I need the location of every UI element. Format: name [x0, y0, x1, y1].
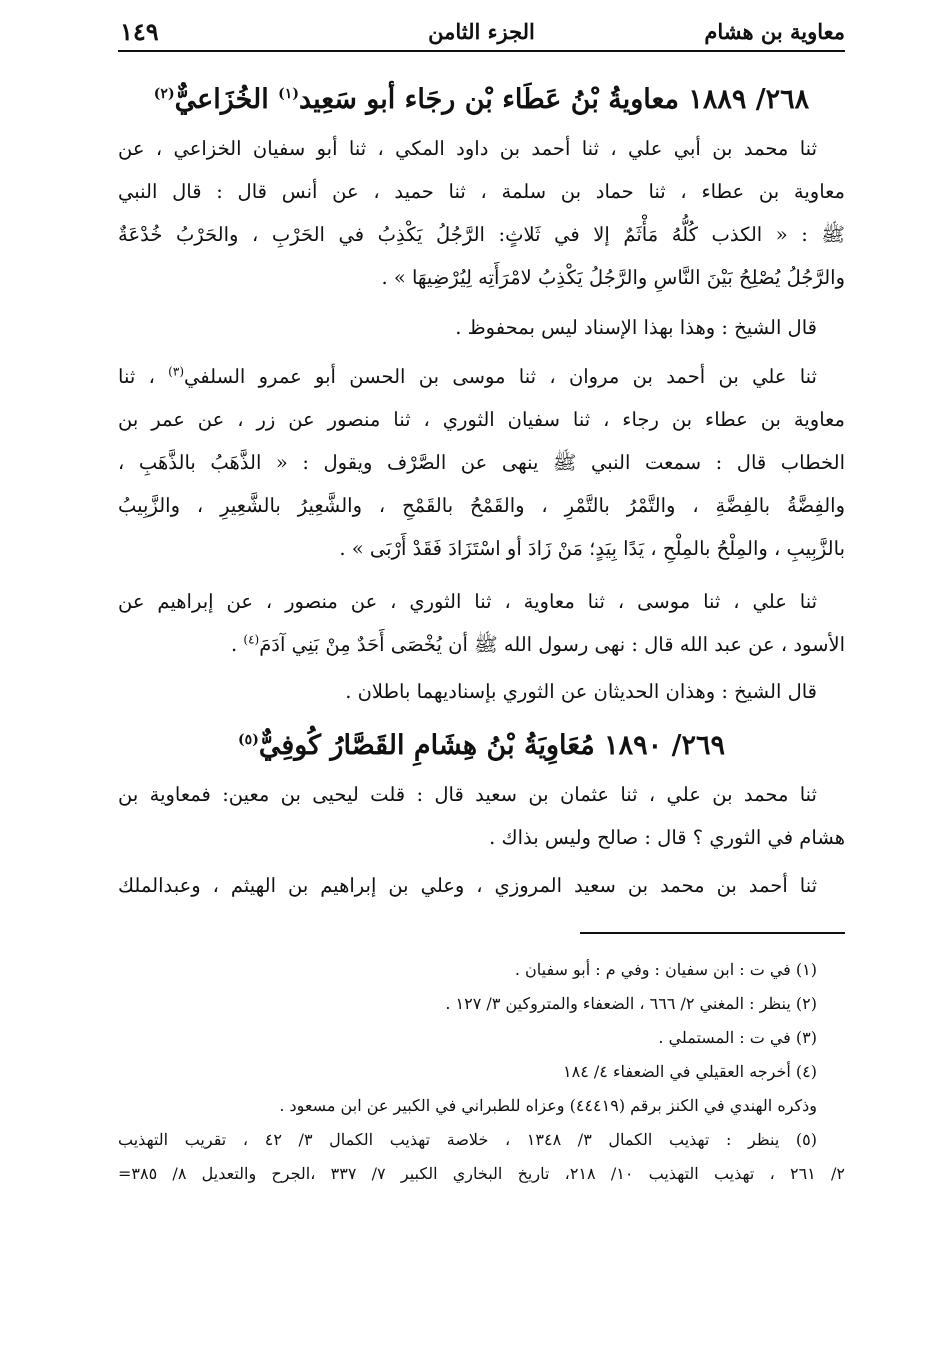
footnote-5-continued: ٢/ ٢٦١ ، تهذيب التهذيب ١٠/ ٢١٨، تاريخ البخاري الكبير ٧/ ٣٣٧ ،الجرح والتعديل ٨/ ٣٨٥= — [118, 1164, 845, 1183]
entry-268-heading-text: ٢٦٨/ ١٨٨٩ معاويةُ بْنُ عَطَاء بْن رجَاء أبو سَعِيد — [298, 84, 810, 115]
footnote-3: (٣) في ت : المستملي . — [658, 1028, 817, 1047]
footnote-1: (١) في ت : ابن سفيان : وفي م : أبو سفيان . — [514, 960, 817, 979]
text-line-tail: ، ثنا — [118, 365, 169, 388]
text-line-tail: . — [231, 633, 244, 656]
entry-268-paragraph-5 — [118, 672, 845, 712]
text-line: معاوية بن عطاء بن رجاء ، ثنا سفيان الثوري ، ثنا منصور عن زر ، عن عمر بن — [118, 408, 845, 431]
text-line: ﷺ : « الكذب كُلُّهُ مَأْثَمٌ إلا في ثَلاثٍ: الرَّجُلُ يَكْذِبُ في الحَرْبِ ، والحَرْبُ خُدْعَةٌ — [118, 223, 845, 246]
entry-269-paragraph-2 — [118, 864, 845, 907]
text-line-body: الأسود ، عن عبد الله قال : نهى رسول الله ﷺ أن يُخْصَى أَحَدٌ مِنْ بَنِي آدَمَ — [259, 633, 845, 656]
running-head-title: معاوية بن هشام — [704, 19, 845, 44]
footnotes — [118, 953, 845, 1191]
entry-268-heading-tail: الخُزَاعيٌّ — [174, 84, 279, 115]
footnote-divider — [580, 932, 845, 934]
text-line: ثنا علي ، ثنا موسى ، ثنا معاوية ، ثنا الثوري ، عن منصور ، عن إبراهيم عن — [118, 590, 817, 613]
footnote-ref-5[interactable]: (٥) — [238, 732, 259, 748]
running-head-volume: الجزء الثامن — [428, 19, 535, 44]
entry-268-paragraph-1 — [118, 127, 845, 299]
footnote-ref-2[interactable]: (٢) — [153, 86, 175, 102]
text-line: قال الشيخ : وهذا بهذا الإسناد ليس بمحفوظ . — [455, 316, 817, 339]
entry-269-heading-text: ٢٦٩/ ١٨٩٠ مُعَاوِيَةُ بْنُ هِشَامِ القَصَّارُ كُوفِيٌّ — [258, 730, 725, 761]
text-line: ثنا محمد بن علي ، ثنا عثمان بن سعيد قال : قلت ليحيى بن معين: فمعاوية بن — [118, 783, 817, 806]
page-number: ١٤٩ — [120, 17, 159, 46]
text-line-body: ثنا علي بن أحمد بن مروان ، ثنا موسى بن الحسن أبو عمرو السلفي — [184, 365, 817, 388]
entry-268-paragraph-3 — [118, 355, 845, 570]
book-page — [118, 0, 845, 1360]
footnote-4: (٤) أخرجه العقيلي في الضعفاء ٤/ ١٨٤ — [563, 1062, 817, 1081]
footnote-2: (٢) ينظر : المغني ٢/ ٦٦٦ ، الضعفاء والمتروكين ٣/ ١٢٧ . — [445, 994, 817, 1013]
text-line: بالزَّبِيبِ ، والمِلْحُ بالمِلْحِ ، يَدًا بِيَدٍ؛ مَنْ زَادَ أو اسْتَزَادَ فَقَدْ أَرْبَى » . — [339, 537, 845, 560]
text-line: ثنا محمد بن أبي علي ، ثنا أحمد بن داود المكي ، ثنا أبو سفيان الخزاعي ، عن — [118, 137, 817, 160]
text-line — [118, 355, 845, 398]
footnote-4-continued: وذكره الهندي في الكنز برقم (٤٤٤١٩) وعزاه للطبراني في الكبير عن ابن مسعود . — [279, 1096, 817, 1115]
text-line: قال الشيخ : وهذان الحديثان عن الثوري بإسناديهما باطلان . — [345, 680, 817, 703]
entry-269-paragraph-1 — [118, 773, 845, 859]
text-line: والفِضَّةُ بالفِضَّةِ ، والتَّمْرُ بالتَّمْرِ ، والقَمْحُ بالقَمْحِ ، والشَّعِيرُ بالشَّعِيرِ ، والزَّبِيبُ — [118, 494, 845, 517]
footnote-ref-3[interactable]: (٣) — [168, 364, 184, 379]
entry-269-heading — [118, 720, 845, 766]
footnote-5: (٥) ينظر : تهذيب الكمال ٣/ ١٣٤٨ ، خلاصة تهذيب الكمال ٣/ ٤٢ ، تقريب التهذيب — [118, 1130, 817, 1149]
text-line: هشام في الثوري ؟ قال : صالح وليس بذاك . — [489, 826, 845, 849]
text-line: معاوية بن عطاء ، ثنا حماد بن سلمة ، ثنا حميد ، عن أنس قال : قال النبي — [118, 180, 845, 203]
text-line — [118, 623, 845, 666]
footnote-ref-1[interactable]: (١) — [278, 86, 299, 102]
footnote-ref-4[interactable]: (٤) — [243, 632, 260, 647]
text-line: والرَّجُلُ يُصْلِحُ بَيْنَ النَّاسِ والرَّجُلُ يَكْذِبُ لامْرَأَتِه لِيُرْضِيهَا » . — [381, 266, 845, 289]
text-line: الخطاب قال : سمعت النبي ﷺ ينهى عن الصَّرْف ويقول : « الذَّهَبُ بالذَّهَبِ ، — [118, 451, 845, 474]
entry-268-paragraph-4 — [118, 580, 845, 666]
entry-268-heading — [118, 74, 845, 120]
text-line: ثنا أحمد بن محمد بن سعيد المروزي ، وعلي بن إبراهيم بن الهيثم ، وعبدالملك — [118, 874, 817, 897]
entry-268-paragraph-2 — [118, 306, 845, 349]
running-head — [118, 14, 845, 52]
